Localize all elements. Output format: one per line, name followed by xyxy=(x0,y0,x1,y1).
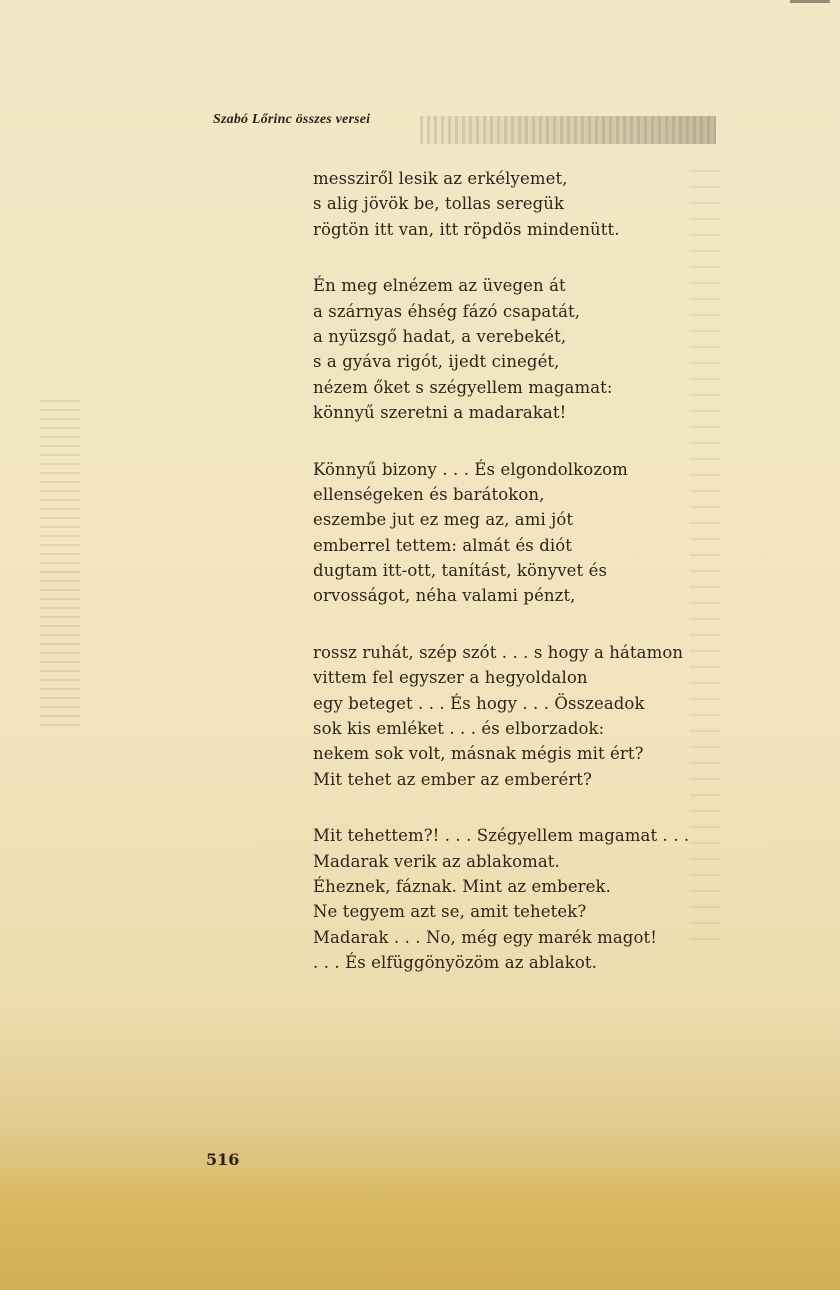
poem-line: egy beteget . . . És hogy . . . Összeadok xyxy=(313,693,645,713)
stanza-5 xyxy=(313,823,713,975)
poem-line: dugtam itt-ott, tanítást, könyvet és xyxy=(313,561,608,581)
poem-line: Madarak . . . No, még egy marék magot! xyxy=(313,927,657,947)
edge-stain-left xyxy=(40,400,80,730)
page-number: 516 xyxy=(206,1150,240,1169)
poem-line: Mit tehet az ember az emberért? xyxy=(313,769,592,789)
scan-mark xyxy=(790,0,830,3)
poem-line: Könnyű bizony . . . És elgondolkozom xyxy=(313,459,628,479)
running-title: Szabó Lőrinc összes versei xyxy=(213,112,371,127)
poem-line: s a gyáva rigót, ijedt cinegét, xyxy=(313,352,560,372)
poem-line: a szárnyas éhség fázó csapatát, xyxy=(313,301,581,321)
poem-line: orvosságot, néha valami pénzt, xyxy=(313,586,576,606)
poem-line: könnyű szeretni a madarakat! xyxy=(313,403,567,423)
poem-body xyxy=(313,166,713,1007)
poem-line: Én meg elnézem az üvegen át xyxy=(313,276,566,296)
poem-line: Madarak verik az ablakomat. xyxy=(313,851,560,871)
stanza-4 xyxy=(313,640,713,792)
poem-line: emberrel tettem: almát és diót xyxy=(313,535,573,555)
poem-line: sok kis emléket . . . és elborzadok: xyxy=(313,719,605,739)
poem-line: a nyüzsgő hadat, a verebekét, xyxy=(313,326,567,346)
poem-line: rögtön itt van, itt röpdös mindenütt. xyxy=(313,219,620,239)
poem-line: Éheznek, fáznak. Mint az emberek. xyxy=(313,876,611,896)
poem-line: rossz ruhát, szép szót . . . s hogy a hátamon xyxy=(313,642,684,662)
poem-line: eszembe jut ez meg az, ami jót xyxy=(313,510,574,530)
poem-line: nekem sok volt, másnak mégis mit ért? xyxy=(313,744,644,764)
poem-line: messziről lesik az erkélyemet, xyxy=(313,169,568,188)
bleed-through-smudge xyxy=(420,116,716,144)
stanza-3 xyxy=(313,457,713,609)
poem-line: vittem fel egyszer a hegyoldalon xyxy=(313,668,588,688)
poem-line: Mit tehettem?! . . . Szégyellem magamat . . . xyxy=(313,826,690,846)
poem-line: nézem őket s szégyellem magamat: xyxy=(313,377,613,397)
stanza-2 xyxy=(313,273,713,425)
stanza-1 xyxy=(313,166,713,242)
poem-line: Ne tegyem azt se, amit tehetek? xyxy=(313,902,587,922)
poem-line: s alig jövök be, tollas seregük xyxy=(313,194,565,214)
poem-line: ellenségeken és barátokon, xyxy=(313,484,545,504)
poem-line: . . . És elfüggönyözöm az ablakot. xyxy=(313,953,597,973)
